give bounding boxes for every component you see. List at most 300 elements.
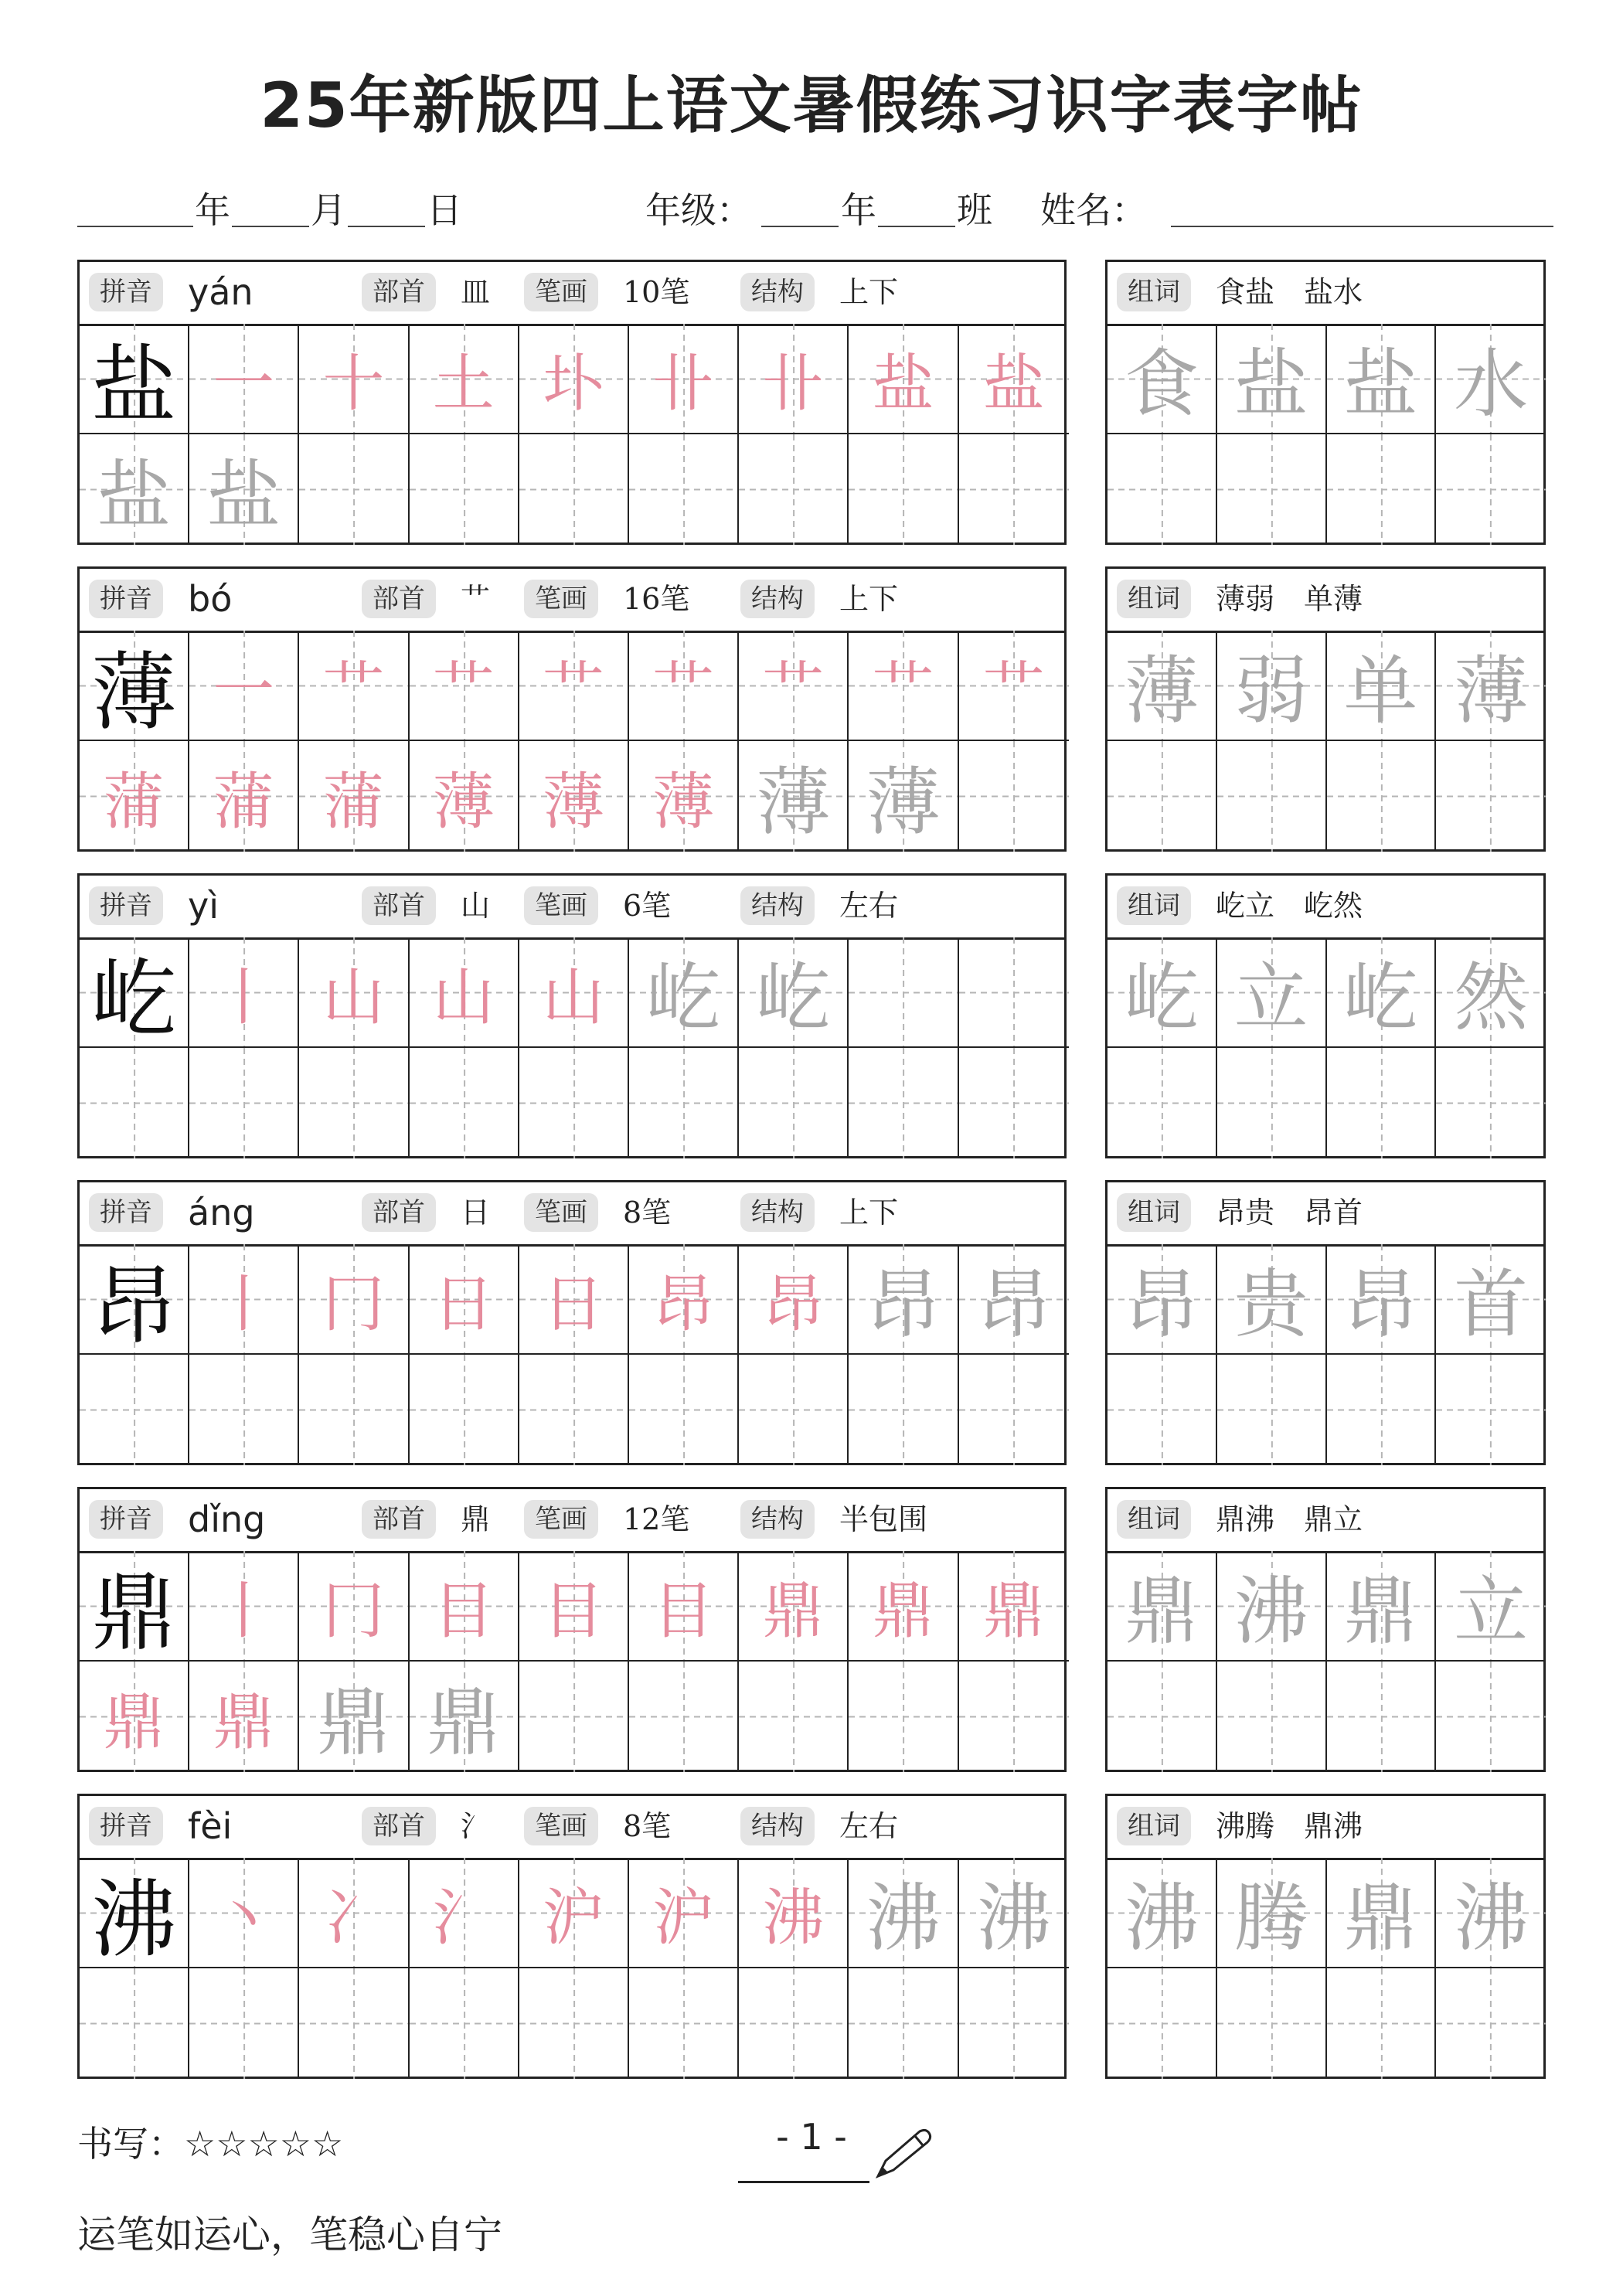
- writing-cell[interactable]: [519, 1662, 629, 1772]
- writing-cell[interactable]: [629, 1968, 739, 2079]
- month-blank[interactable]: [232, 226, 309, 227]
- stroke-step: 昂: [866, 1261, 941, 1348]
- main-character: 薄: [91, 642, 177, 742]
- writing-cell[interactable]: [80, 1355, 189, 1465]
- grade-label: 年级：: [645, 189, 752, 231]
- stroke-step: 薄: [756, 759, 831, 845]
- words-tag: 组词: [1117, 886, 1191, 925]
- word-cell[interactable]: [1327, 1662, 1437, 1772]
- writing-cell[interactable]: [299, 1551, 409, 1662]
- writing-cell[interactable]: [739, 631, 849, 741]
- char-info-header: [80, 1489, 1064, 1553]
- word-cell[interactable]: [1327, 434, 1437, 545]
- stroke-step: 日: [542, 1268, 604, 1340]
- writing-cell[interactable]: [410, 1858, 519, 1968]
- strokes-value: 16笔: [623, 582, 690, 616]
- writing-cell[interactable]: [959, 1244, 1069, 1355]
- writing-cell[interactable]: [410, 1551, 519, 1662]
- stroke-step: 鼎: [426, 1679, 501, 1766]
- writing-cell[interactable]: [299, 1968, 409, 2079]
- writing-cell[interactable]: [80, 1244, 189, 1355]
- writing-cell[interactable]: [80, 1968, 189, 2079]
- strokes-value: 12笔: [623, 1502, 690, 1536]
- writing-cell[interactable]: [80, 324, 189, 434]
- writing-rating[interactable]: 书写：☆☆☆☆☆: [77, 2123, 344, 2165]
- word-cell[interactable]: [1108, 434, 1217, 545]
- char-practice-box: [77, 1180, 1067, 1465]
- stroke-step: 目: [432, 1575, 495, 1647]
- stroke-step: 鼎: [762, 1575, 825, 1647]
- stroke-step: 山: [322, 961, 385, 1033]
- word-cell[interactable]: [1217, 324, 1327, 434]
- stroke-step: 沸: [976, 1875, 1051, 1961]
- pinyin-value: fèi: [188, 1805, 233, 1847]
- strokes-tag: 笔画: [524, 580, 598, 618]
- stroke-step: 氵: [432, 1882, 495, 1954]
- pen-icon: [872, 2127, 934, 2182]
- word-cell[interactable]: [1327, 1968, 1437, 2079]
- word-trace-char: 立: [1233, 954, 1308, 1041]
- word-cell[interactable]: [1327, 631, 1437, 741]
- word-cell[interactable]: [1436, 434, 1546, 545]
- stroke-step: 蒲: [213, 766, 275, 838]
- word-cell[interactable]: [1217, 1355, 1327, 1465]
- writing-cell[interactable]: [80, 741, 189, 852]
- word-cell[interactable]: [1436, 1551, 1546, 1662]
- words-tag: 组词: [1117, 1500, 1191, 1539]
- name-label: 姓名：: [1040, 189, 1147, 231]
- writing-cell[interactable]: [959, 937, 1069, 1048]
- words-tag: 组词: [1117, 1807, 1191, 1845]
- writing-cell[interactable]: [739, 434, 849, 545]
- word-cell[interactable]: [1217, 1551, 1327, 1662]
- writing-cell[interactable]: [410, 741, 519, 852]
- writing-cell[interactable]: [849, 1048, 958, 1158]
- words-tag: 组词: [1117, 580, 1191, 618]
- word-cell[interactable]: [1108, 1355, 1217, 1465]
- writing-cell[interactable]: [629, 1551, 739, 1662]
- stroke-step: 卝: [652, 348, 715, 420]
- writing-cell[interactable]: [519, 631, 629, 741]
- word-trace-char: 水: [1454, 341, 1529, 427]
- name-blank[interactable]: [1171, 226, 1553, 227]
- stroke-step: 薄: [866, 759, 941, 845]
- strokes-value: 6笔: [623, 889, 672, 923]
- word-practice-box: [1105, 1180, 1546, 1465]
- word-cell[interactable]: [1327, 1355, 1437, 1465]
- writing-cell[interactable]: [299, 1858, 409, 1968]
- word-trace-char: 弱: [1233, 648, 1308, 734]
- word-header: [1108, 569, 1543, 633]
- writing-cell[interactable]: [629, 434, 739, 545]
- writing-cell[interactable]: [629, 324, 739, 434]
- writing-cell[interactable]: [299, 1355, 409, 1465]
- structure-tag: 结构: [740, 1500, 815, 1539]
- word-cell[interactable]: [1327, 937, 1437, 1048]
- writing-cell[interactable]: [849, 1551, 958, 1662]
- word-header: [1108, 1796, 1543, 1860]
- words-value: 食盐 盐水: [1216, 275, 1363, 309]
- writing-cell[interactable]: [189, 1968, 299, 2079]
- writing-cell[interactable]: [629, 1048, 739, 1158]
- word-trace-char: 薄: [1124, 648, 1199, 734]
- word-cell[interactable]: [1436, 741, 1546, 852]
- char-info-header: [80, 1796, 1064, 1860]
- year-blank[interactable]: [77, 226, 193, 227]
- stroke-step: 鼎: [103, 1686, 165, 1758]
- writing-cell[interactable]: [410, 1048, 519, 1158]
- writing-cell[interactable]: [519, 324, 629, 434]
- writing-cell[interactable]: [519, 1048, 629, 1158]
- writing-cell[interactable]: [849, 937, 958, 1048]
- writing-cell[interactable]: [629, 1662, 739, 1772]
- month-unit: 月: [311, 189, 346, 231]
- strokes-tag: 笔画: [524, 1807, 598, 1845]
- writing-cell[interactable]: [519, 1244, 629, 1355]
- char-practice-box: [77, 1794, 1067, 2079]
- word-cell[interactable]: [1436, 937, 1546, 1048]
- writing-cell[interactable]: [299, 434, 409, 545]
- writing-cell[interactable]: [739, 741, 849, 852]
- writing-cell[interactable]: [849, 434, 958, 545]
- word-trace-char: 沸: [1233, 1568, 1308, 1655]
- writing-cell[interactable]: [739, 1355, 849, 1465]
- writing-cell[interactable]: [629, 1858, 739, 1968]
- stroke-step: 艹: [982, 655, 1045, 726]
- grade-blank[interactable]: [761, 226, 839, 227]
- motto: 运笔如运心，笔稳心自宁: [77, 2213, 502, 2257]
- writing-cell[interactable]: [959, 1968, 1069, 2079]
- word-cell[interactable]: [1327, 741, 1437, 852]
- radical-value: 氵: [461, 1809, 491, 1843]
- stroke-step: 昂: [976, 1261, 1051, 1348]
- writing-cell[interactable]: [739, 1968, 849, 2079]
- writing-cell[interactable]: [519, 1858, 629, 1968]
- writing-cell[interactable]: [189, 1048, 299, 1158]
- writing-cell[interactable]: [189, 1551, 299, 1662]
- structure-tag: 结构: [740, 1193, 815, 1232]
- word-cell[interactable]: [1217, 434, 1327, 545]
- writing-cell[interactable]: [849, 741, 958, 852]
- stroke-step: 沪: [542, 1882, 604, 1954]
- writing-cell[interactable]: [410, 1662, 519, 1772]
- word-header: [1108, 1489, 1543, 1553]
- pinyin-value: yì: [188, 885, 219, 927]
- pinyin-value: yán: [188, 271, 253, 313]
- writing-cell[interactable]: [959, 1858, 1069, 1968]
- pinyin-value: bó: [188, 578, 233, 620]
- writing-cell[interactable]: [189, 741, 299, 852]
- writing-cell[interactable]: [739, 1858, 849, 1968]
- char-practice-box: [77, 1487, 1067, 1772]
- pinyin-tag: 拼音: [89, 580, 163, 618]
- word-trace-char: 沸: [1454, 1875, 1529, 1961]
- writing-cell[interactable]: [739, 1048, 849, 1158]
- word-cell[interactable]: [1217, 1858, 1327, 1968]
- writing-cell[interactable]: [849, 1662, 958, 1772]
- writing-cell[interactable]: [629, 1244, 739, 1355]
- page-number-underline: [738, 2181, 869, 2183]
- word-trace-char: 鼎: [1124, 1568, 1199, 1655]
- word-trace-char: 屹: [1343, 954, 1418, 1041]
- writing-cell[interactable]: [519, 434, 629, 545]
- radical-value: 艹: [461, 582, 491, 616]
- stroke-step: 艹: [652, 655, 715, 726]
- word-cell[interactable]: [1436, 1858, 1546, 1968]
- writing-cell[interactable]: [410, 1968, 519, 2079]
- writing-cell[interactable]: [959, 1048, 1069, 1158]
- structure-tag: 结构: [740, 886, 815, 925]
- writing-cell[interactable]: [849, 631, 958, 741]
- stroke-step: 一: [213, 348, 275, 420]
- writing-cell[interactable]: [299, 1244, 409, 1355]
- structure-value: 左右: [839, 1809, 899, 1843]
- radical-tag: 部首: [362, 273, 436, 311]
- strokes-value: 8笔: [623, 1196, 672, 1230]
- stroke-step: 沸: [866, 1875, 941, 1961]
- writing-cell[interactable]: [959, 324, 1069, 434]
- writing-cell[interactable]: [519, 1355, 629, 1465]
- writing-cell[interactable]: [80, 1551, 189, 1662]
- writing-cell[interactable]: [519, 937, 629, 1048]
- writing-cell[interactable]: [410, 937, 519, 1048]
- stroke-step: 圤: [542, 348, 604, 420]
- strokes-tag: 笔画: [524, 1500, 598, 1539]
- word-cell[interactable]: [1108, 1662, 1217, 1772]
- pinyin-tag: 拼音: [89, 1500, 163, 1539]
- words-tag: 组词: [1117, 273, 1191, 311]
- radical-value: 日: [461, 1196, 491, 1230]
- word-cell[interactable]: [1436, 1355, 1546, 1465]
- writing-cell[interactable]: [80, 1858, 189, 1968]
- stroke-step: 目: [652, 1575, 715, 1647]
- word-trace-char: 食: [1124, 341, 1199, 427]
- word-cell[interactable]: [1436, 1048, 1546, 1158]
- word-practice-box: [1105, 566, 1546, 852]
- info-line: [77, 182, 1553, 232]
- stroke-step: 山: [542, 961, 604, 1033]
- main-character: 沸: [91, 1869, 177, 1969]
- page-title: 25年新版四上语文暑假练习识字表字帖: [260, 70, 1363, 141]
- writing-cell[interactable]: [739, 1662, 849, 1772]
- writing-cell[interactable]: [849, 1858, 958, 1968]
- writing-cell[interactable]: [629, 631, 739, 741]
- writing-cell[interactable]: [189, 324, 299, 434]
- writing-cell[interactable]: [189, 937, 299, 1048]
- main-character: 鼎: [91, 1563, 177, 1662]
- words-value: 昂贵 昂首: [1216, 1196, 1363, 1230]
- stroke-step: 鼎: [213, 1686, 275, 1758]
- writing-cell[interactable]: [959, 741, 1069, 852]
- writing-cell[interactable]: [189, 1244, 299, 1355]
- structure-tag: 结构: [740, 273, 815, 311]
- radical-value: 鼎: [461, 1502, 491, 1536]
- writing-cell[interactable]: [80, 1048, 189, 1158]
- word-cell[interactable]: [1108, 1968, 1217, 2079]
- structure-tag: 结构: [740, 1807, 815, 1845]
- word-cell[interactable]: [1217, 1048, 1327, 1158]
- word-cell[interactable]: [1436, 1244, 1546, 1355]
- writing-cell[interactable]: [80, 434, 189, 545]
- writing-cell[interactable]: [410, 324, 519, 434]
- word-cell[interactable]: [1217, 741, 1327, 852]
- word-cell[interactable]: [1108, 1244, 1217, 1355]
- word-trace-char: 昂: [1124, 1261, 1199, 1348]
- writing-cell[interactable]: [739, 324, 849, 434]
- writing-cell[interactable]: [959, 631, 1069, 741]
- page-number: - 1 -: [776, 2116, 847, 2158]
- writing-cell[interactable]: [299, 324, 409, 434]
- stroke-step: 昂: [652, 1268, 715, 1340]
- word-trace-char: 鼎: [1343, 1568, 1418, 1655]
- word-cell[interactable]: [1108, 324, 1217, 434]
- writing-cell[interactable]: [299, 937, 409, 1048]
- day-unit: 日: [427, 189, 462, 231]
- word-cell[interactable]: [1327, 1551, 1437, 1662]
- writing-cell[interactable]: [959, 434, 1069, 545]
- char-info-header: [80, 262, 1064, 326]
- word-cell[interactable]: [1436, 1662, 1546, 1772]
- writing-cell[interactable]: [299, 741, 409, 852]
- words-tag: 组词: [1117, 1193, 1191, 1232]
- writing-cell[interactable]: [519, 1551, 629, 1662]
- writing-cell[interactable]: [519, 1968, 629, 2079]
- stroke-step: 盐: [206, 452, 281, 539]
- stroke-step: 卝: [762, 348, 825, 420]
- pinyin-tag: 拼音: [89, 1807, 163, 1845]
- pinyin-value: áng: [188, 1192, 255, 1233]
- word-cell[interactable]: [1108, 1858, 1217, 1968]
- word-cell[interactable]: [1217, 631, 1327, 741]
- main-character: 昂: [91, 1256, 177, 1355]
- writing-cell[interactable]: [80, 1662, 189, 1772]
- class-unit: 班: [957, 189, 992, 231]
- radical-tag: 部首: [362, 1807, 436, 1845]
- word-cell[interactable]: [1327, 1244, 1437, 1355]
- grade-unit: 年: [841, 189, 876, 231]
- writing-cell[interactable]: [959, 1662, 1069, 1772]
- writing-cell[interactable]: [189, 1858, 299, 1968]
- stroke-step: 蒲: [103, 766, 165, 838]
- writing-cell[interactable]: [80, 937, 189, 1048]
- word-cell[interactable]: [1436, 1968, 1546, 2079]
- pinyin-tag: 拼音: [89, 886, 163, 925]
- char-info-header: [80, 1182, 1064, 1247]
- writing-cell[interactable]: [299, 1662, 409, 1772]
- stroke-step: 冂: [322, 1268, 385, 1340]
- word-cell[interactable]: [1108, 631, 1217, 741]
- writing-cell[interactable]: [189, 1355, 299, 1465]
- writing-cell[interactable]: [959, 1551, 1069, 1662]
- word-cell[interactable]: [1217, 1662, 1327, 1772]
- stroke-step: 薄: [542, 766, 604, 838]
- radical-tag: 部首: [362, 1193, 436, 1232]
- word-cell[interactable]: [1217, 1968, 1327, 2079]
- char-info-header: [80, 876, 1064, 940]
- writing-cell[interactable]: [410, 631, 519, 741]
- radical-value: 皿: [461, 275, 491, 309]
- word-practice-box: [1105, 873, 1546, 1158]
- structure-value: 半包围: [839, 1502, 928, 1536]
- writing-cell[interactable]: [739, 1551, 849, 1662]
- word-cell[interactable]: [1108, 741, 1217, 852]
- writing-cell[interactable]: [849, 1968, 958, 2079]
- word-trace-char: 单: [1343, 648, 1418, 734]
- radical-tag: 部首: [362, 886, 436, 925]
- word-cell[interactable]: [1327, 324, 1437, 434]
- writing-cell[interactable]: [849, 1355, 958, 1465]
- stroke-step: 蒲: [322, 766, 385, 838]
- word-trace-char: 然: [1454, 954, 1529, 1041]
- writing-cell[interactable]: [299, 1048, 409, 1158]
- stroke-step: 山: [432, 961, 495, 1033]
- stroke-step: 艹: [322, 655, 385, 726]
- words-value: 沸腾 鼎沸: [1216, 1809, 1363, 1843]
- writing-cell[interactable]: [739, 1244, 849, 1355]
- writing-cell[interactable]: [519, 741, 629, 852]
- main-character: 盐: [91, 335, 177, 435]
- writing-cell[interactable]: [80, 631, 189, 741]
- word-cell[interactable]: [1108, 1048, 1217, 1158]
- word-cell[interactable]: [1217, 1244, 1327, 1355]
- stroke-step: 盐: [97, 452, 172, 539]
- writing-cell[interactable]: [410, 434, 519, 545]
- word-trace-char: 盐: [1233, 341, 1308, 427]
- writing-cell[interactable]: [629, 1355, 739, 1465]
- writing-cell[interactable]: [189, 1662, 299, 1772]
- structure-value: 上下: [839, 582, 899, 616]
- word-cell[interactable]: [1436, 324, 1546, 434]
- class-blank[interactable]: [878, 226, 955, 227]
- stroke-step: 盐: [872, 348, 934, 420]
- structure-value: 上下: [839, 275, 899, 309]
- strokes-tag: 笔画: [524, 886, 598, 925]
- stroke-step: 丨: [213, 1575, 275, 1647]
- writing-cell[interactable]: [629, 741, 739, 852]
- stroke-step: 日: [432, 1268, 495, 1340]
- strokes-tag: 笔画: [524, 273, 598, 311]
- writing-cell[interactable]: [410, 1244, 519, 1355]
- year-unit: 年: [195, 189, 230, 231]
- word-practice-box: [1105, 1487, 1546, 1772]
- stroke-step: 昂: [762, 1268, 825, 1340]
- writing-cell[interactable]: [410, 1355, 519, 1465]
- word-header: [1108, 876, 1543, 940]
- writing-cell[interactable]: [299, 631, 409, 741]
- word-trace-char: 屹: [1124, 954, 1199, 1041]
- day-blank[interactable]: [348, 226, 425, 227]
- word-cell[interactable]: [1327, 1048, 1437, 1158]
- writing-cell[interactable]: [849, 324, 958, 434]
- word-cell[interactable]: [1108, 1551, 1217, 1662]
- writing-cell[interactable]: [629, 937, 739, 1048]
- writing-cell[interactable]: [959, 1355, 1069, 1465]
- word-cell[interactable]: [1217, 937, 1327, 1048]
- word-trace-char: 盐: [1343, 341, 1418, 427]
- radical-tag: 部首: [362, 1500, 436, 1539]
- char-info-header: [80, 569, 1064, 633]
- strokes-value: 8笔: [623, 1809, 672, 1843]
- word-cell[interactable]: [1436, 631, 1546, 741]
- word-cell[interactable]: [1327, 1858, 1437, 1968]
- char-practice-box: [77, 260, 1067, 545]
- writing-cell[interactable]: [189, 631, 299, 741]
- word-cell[interactable]: [1108, 937, 1217, 1048]
- stroke-step: 沸: [762, 1882, 825, 1954]
- writing-cell[interactable]: [739, 937, 849, 1048]
- writing-cell[interactable]: [849, 1244, 958, 1355]
- writing-cell[interactable]: [189, 434, 299, 545]
